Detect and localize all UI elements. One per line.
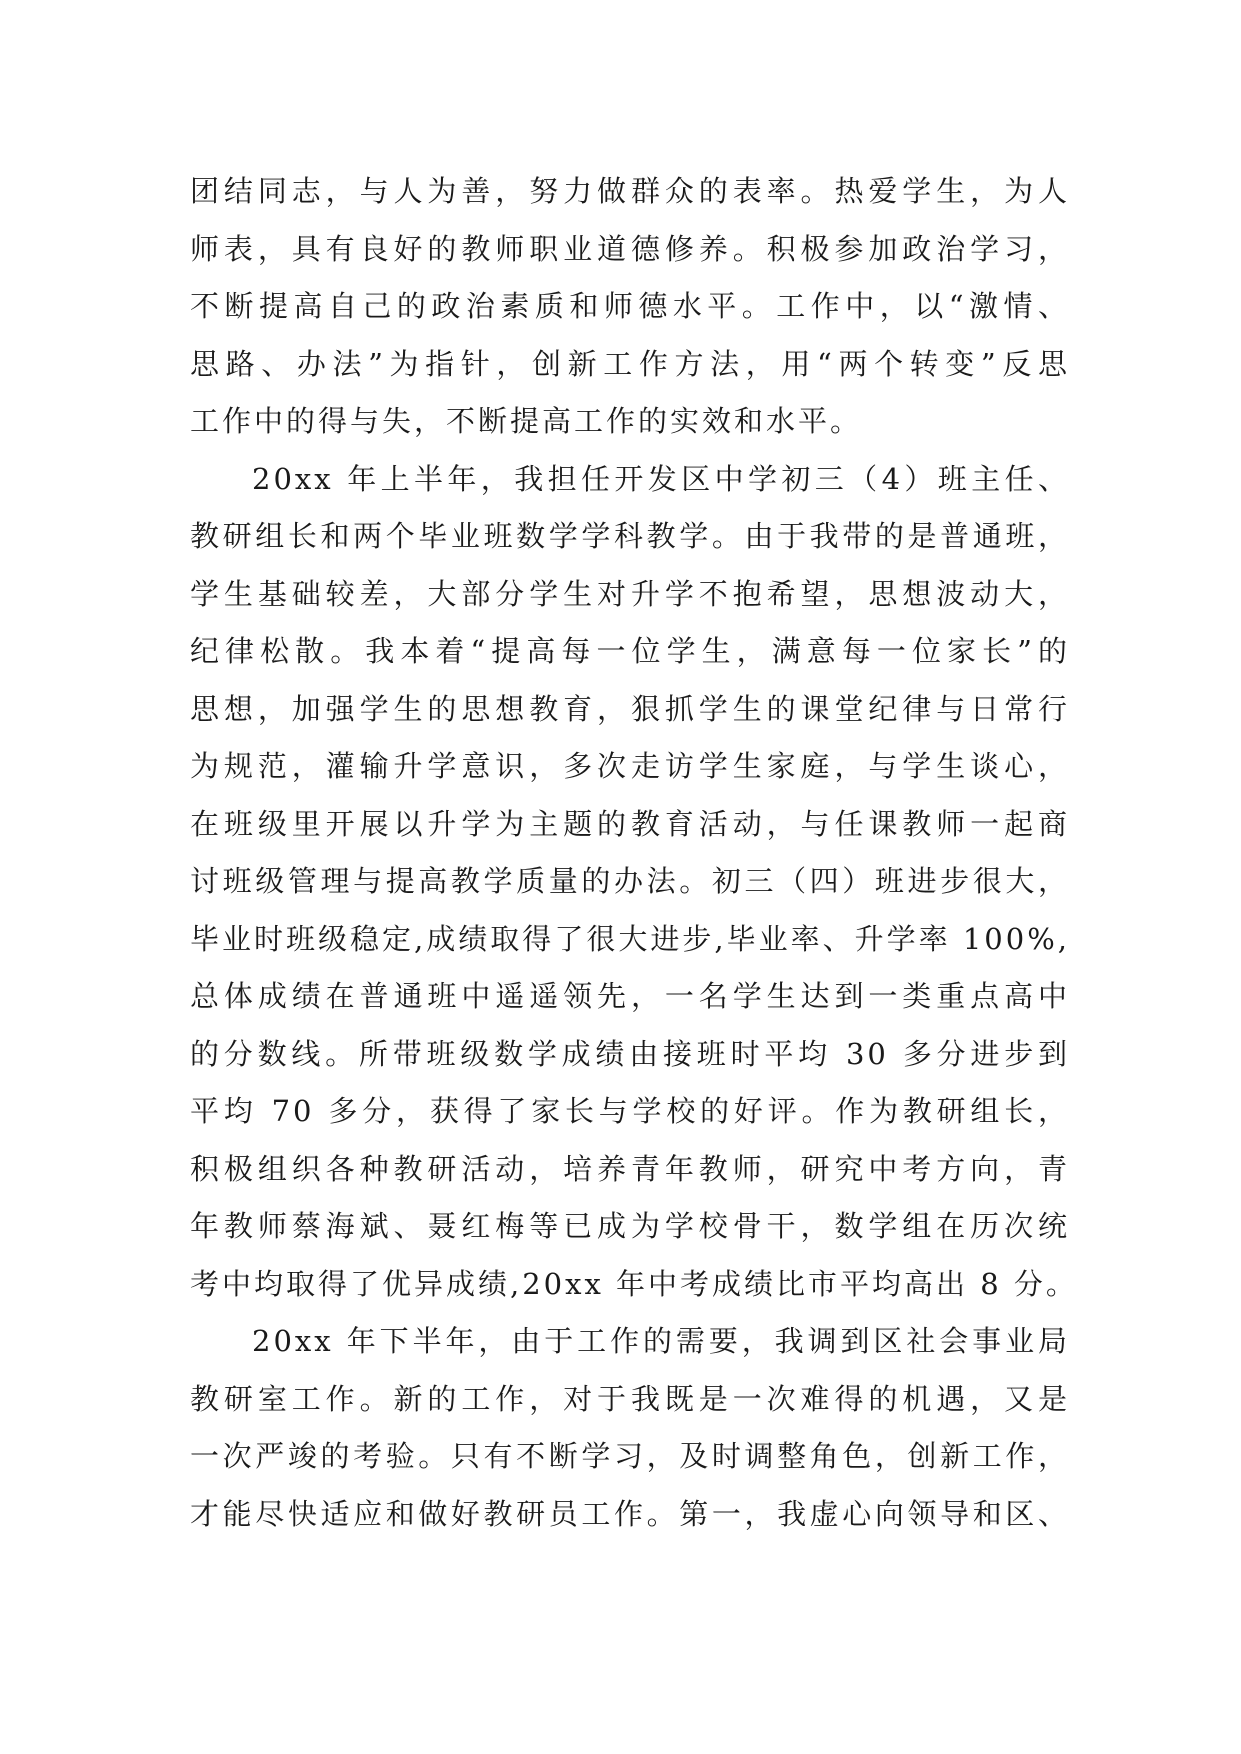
text-line: 总体成绩在普通班中遥遥领先，一名学生达到一类重点高中 — [190, 979, 1070, 1013]
text-line: 考中均取得了优异成绩,20xx 年中考成绩比市平均高出 8 分。 — [190, 1266, 1078, 1301]
text-line: 一次严竣的考验。只有不断学习，及时调整角色，创新工作， — [190, 1439, 1070, 1473]
text-line: 纪律松散。我本着“提高每一位学生，满意每一位家长”的 — [190, 634, 1070, 668]
text-line: 的分数线。所带班级数学成绩由接班时平均 30 多分进步到 — [190, 1036, 1070, 1071]
text-line: 在班级里开展以升学为主题的教育活动，与任课教师一起商 — [190, 806, 1070, 841]
text-line: 积极组织各种教研活动，培养青年教师，研究中考方向，青 — [190, 1151, 1070, 1186]
text-line: 思路、办法”为指针，创新工作方法，用“两个转变”反思 — [190, 346, 1070, 381]
text-line: 年教师蔡海斌、聂红梅等已成为学校骨干，数学组在历次统 — [190, 1209, 1070, 1243]
text-line: 讨班级管理与提高教学质量的办法。初三（四）班进步很大， — [190, 864, 1070, 898]
text-line: 师表，具有良好的教师职业道德修养。积极参加政治学习， — [190, 231, 1070, 266]
text-line: 毕业时班级稳定,成绩取得了很大进步,毕业率、升学率 100%, — [190, 921, 1070, 956]
text-line: 团结同志，与人为善，努力做群众的表率。热爱学生，为人 — [190, 174, 1070, 208]
text-line: 教研组长和两个毕业班数学学科教学。由于我带的是普通班， — [190, 519, 1070, 553]
text-line: 教研室工作。新的工作，对于我既是一次难得的机遇，又是 — [190, 1381, 1070, 1416]
text-line: 工作中的得与失，不断提高工作的实效和水平。 — [190, 404, 863, 438]
text-line: 为规范，灌输升学意识，多次走访学生家庭，与学生谈心， — [190, 749, 1070, 783]
text-line: 不断提高自己的政治素质和师德水平。工作中，以“激情、 — [190, 289, 1070, 323]
body-text — [190, 163, 1078, 1543]
text-line: 才能尽快适应和做好教研员工作。第一，我虚心向领导和区、 — [190, 1496, 1070, 1531]
text-line: 思想，加强学生的思想教育，狠抓学生的课堂纪律与日常行 — [190, 691, 1070, 726]
paragraph-start-line: 20xx 年上半年，我担任开发区中学初三（4）班主任、 — [252, 461, 1070, 496]
text-line: 学生基础较差，大部分学生对升学不抱希望，思想波动大， — [190, 576, 1070, 611]
text-line: 平均 70 多分，获得了家长与学校的好评。作为教研组长， — [190, 1094, 1070, 1128]
paragraph-start-line: 20xx 年下半年，由于工作的需要，我调到区社会事业局 — [252, 1324, 1070, 1358]
